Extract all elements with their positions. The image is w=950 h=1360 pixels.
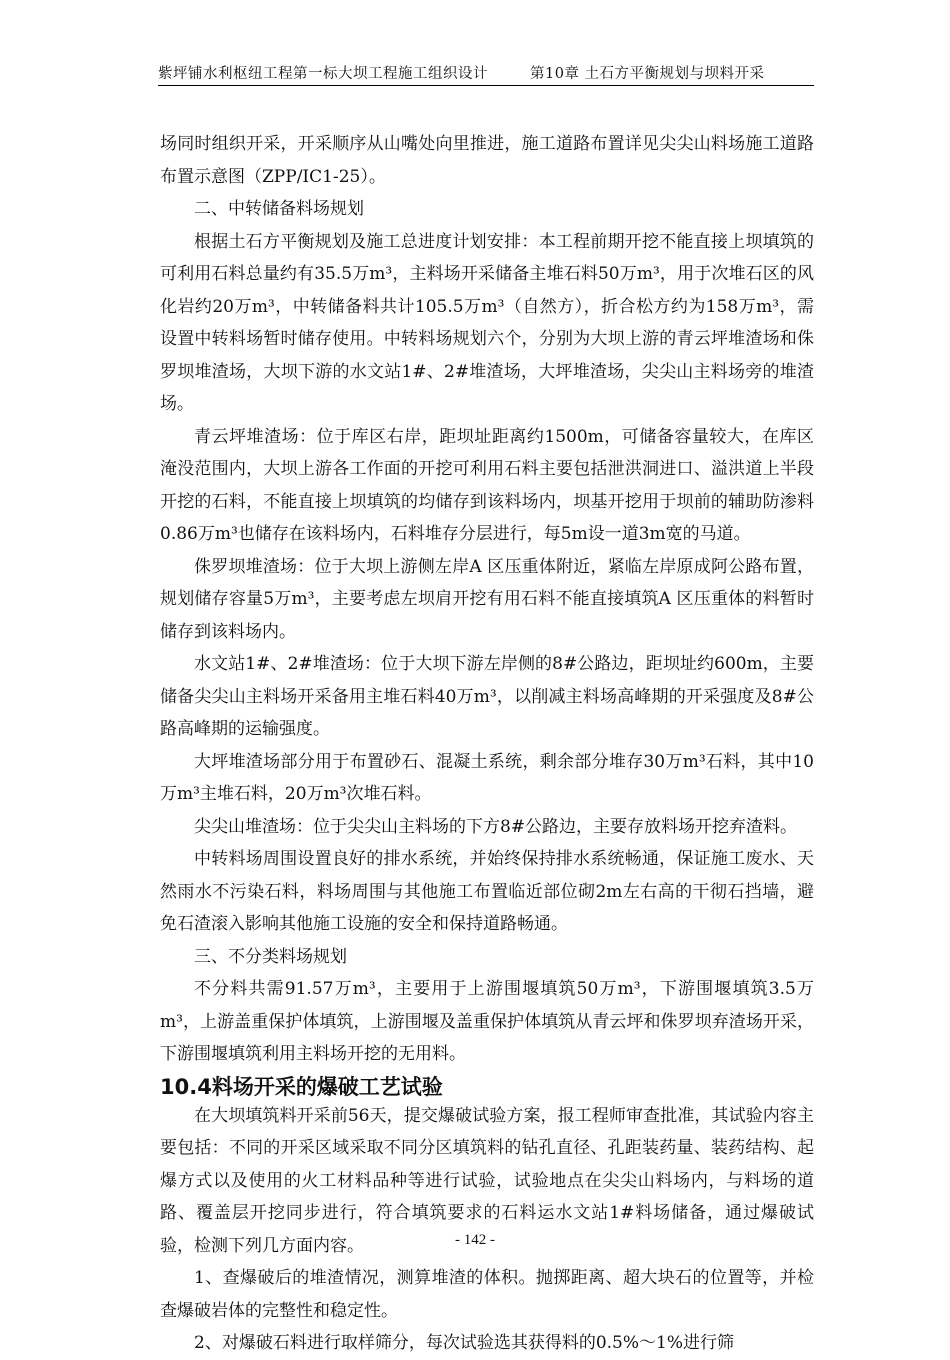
list-item: 2、对爆破石料进行取样筛分，每次试验选其获得料的0.5%～1%进行筛	[194, 1333, 734, 1353]
paragraph: 根据土石方平衡规划及施工总进度计划安排：本工程前期开挖不能直接上坝填筑的可利用石料总量约有35.5万m³，主料场开采储备主堆石料50万m³，用于次堆石区的风化岩约20万m³，中转储备料共计105.5万m³（自然方），折合松方约为158万m³，需设置中转料场暂时储存使用。中转料场规划六个，分别为大坝上游的青云坪堆渣场和侏罗坝堆渣场，大坝下游的水文站1#、2#堆渣场，大坪堆渣场，尖尖山主料场旁的堆渣场。	[160, 231, 814, 414]
paragraph: 水文站1#、2#堆渣场：位于大坝下游左岸侧的8#公路边，距坝址约600m，主要储备尖尖山主料场开采备用主堆石料40万m³，以削减主料场高峰期的开采强度及8#公路高峰期的运输强度。	[160, 654, 814, 739]
page-header	[158, 62, 814, 86]
paragraph: 青云坪堆渣场：位于库区右岸，距坝址距离约1500m，可储备容量较大，在库区淹没范围内，大坝上游各工作面的开挖可利用石料主要包括泄洪洞进口、溢洪道上半段开挖的石料，不能直接上坝填筑的均储存到该料场内，坝基开挖用于坝前的辅助防渗料0.86万m³也储存在该料场内，石料堆存分层进行，每5m设一道3m宽的马道。	[160, 426, 814, 544]
paragraph: 在大坝填筑料开采前56天，提交爆破试验方案，报工程师审查批准，其试验内容主要包括：不同的开采区域采取不同分区填筑料的钻孔直径、孔距装药量、装药结构、起爆方式以及使用的火工材料品种等进行试验，试验地点在尖尖山料场内，与料场的道路、覆盖层开挖同步进行，符合填筑要求的石料运水文站1#料场储备，通过爆破试验，检测下列几方面内容。	[160, 1105, 814, 1256]
subsection-heading: 三、不分类料场规划	[194, 946, 347, 967]
paragraph: 中转料场周围设置良好的排水系统，并始终保持排水系统畅通，保证施工废水、天然雨水不污染石料，料场周围与其他施工布置临近部位砌2m左右高的干彻石挡墙，避免石渣滚入影响其他施工设施的安全和保持道路畅通。	[160, 849, 814, 934]
paragraph: 侏罗坝堆渣场：位于大坝上游侧左岸A 区压重体附近，紧临左岸原成阿公路布置，规划储存容量5万m³，主要考虑左坝肩开挖有用石料不能直接填筑A 区压重体的料暂时储存到该料场内。	[160, 556, 814, 642]
paragraph: 场同时组织开采，开采顺序从山嘴处向里推进，施工道路布置详见尖尖山料场施工道路布置示意图（ZPP/IC1-25）。	[160, 134, 814, 187]
section-heading: 10.4料场开采的爆破工艺试验	[160, 1074, 443, 1099]
header-document-title: 紫坪铺水利枢纽工程第一标大坝工程施工组织设计	[158, 66, 488, 82]
subsection-heading: 二、中转储备料场规划	[194, 199, 364, 219]
paragraph: 大坪堆渣场部分用于布置砂石、混凝土系统，剩余部分堆存30万m³石料，其中10万m³主堆石料，20万m³次堆石料。	[160, 751, 814, 804]
paragraph: 不分料共需91.57万m³，主要用于上游围堰填筑50万m³，下游围堰填筑3.5万m³，上游盖重保护体填筑，上游围堰及盖重保护体填筑从青云坪和侏罗坝弃渣场开采，下游围堰填筑利用主料场开挖的无用料。	[160, 979, 814, 1064]
page-body	[160, 128, 814, 1360]
header-rule	[158, 85, 814, 86]
paragraph: 尖尖山堆渣场：位于尖尖山主料场的下方8#公路边，主要存放料场开挖弃渣料。	[194, 816, 798, 837]
list-item: 1、查爆破后的堆渣情况，测算堆渣的体积。抛掷距离、超大块石的位置等，并检查爆破岩体的完整性和稳定性。	[160, 1268, 814, 1321]
header-chapter-title: 第10章 土石方平衡规划与坝料开采	[530, 66, 765, 82]
page-number: - 142 -	[455, 1232, 495, 1248]
